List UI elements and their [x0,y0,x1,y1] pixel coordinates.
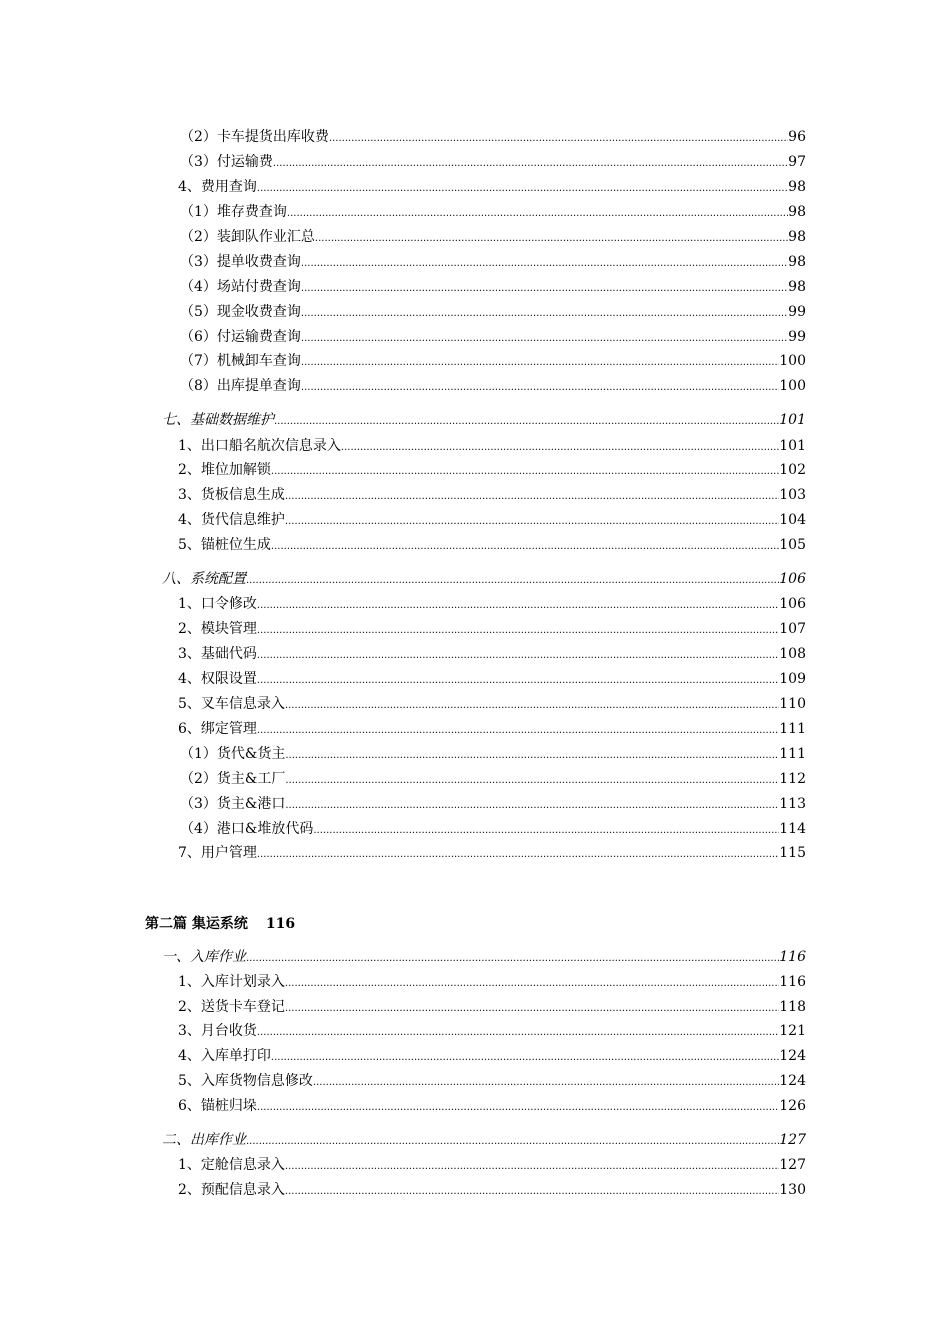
toc-entry[interactable] [178,595,806,615]
toc-entry-page: 121 [779,1023,806,1039]
toc-leader-dots [246,1131,779,1151]
toc-leader-dots [285,1181,779,1201]
toc-entry[interactable] [180,203,806,223]
toc-entry-page: 112 [779,771,806,787]
toc-entry-page: 107 [779,621,806,637]
toc-leader-dots [246,948,779,968]
toc-entry-title: （3）货主&港口 [180,796,286,812]
toc-entry-page: 99 [788,304,806,320]
toc-leader-dots [274,411,779,431]
toc-entry[interactable] [178,536,806,556]
toc-entry-title: 3、基础代码 [178,646,257,662]
toc-leader-dots [271,1047,779,1067]
toc-section-title: 八、系统配置 [162,571,246,587]
toc-section-heading[interactable] [162,948,806,968]
toc-entry[interactable] [178,973,806,993]
toc-entry-title: （3）提单收费查询 [180,254,301,270]
toc-entry[interactable] [178,178,806,198]
toc-leader-dots [313,820,779,840]
toc-entry-title: （1）堆存费查询 [180,204,287,220]
toc-entry-page: 105 [779,537,806,553]
toc-entry-page: 116 [779,974,806,990]
toc-leader-dots [287,203,788,223]
toc-leader-dots [329,128,788,148]
toc-entry-title: 4、权限设置 [178,671,257,687]
toc-entry-page: 111 [779,721,806,737]
toc-entry-title: （1）货代&货主 [180,746,286,762]
toc-leader-dots [257,645,779,665]
toc-entry[interactable] [178,720,806,740]
toc-entry-title: 6、绑定管理 [178,721,257,737]
toc-entry[interactable] [180,745,806,765]
toc-entry-page: 110 [779,696,806,712]
toc-leader-dots [285,511,779,531]
toc-entry-title: 2、堆位加解锁 [178,462,271,478]
toc-entry-title: 4、货代信息维护 [178,512,285,528]
toc-entry[interactable] [178,1156,806,1176]
toc-entry-page: 106 [779,596,806,612]
toc-entry-page: 101 [779,438,806,454]
toc-entry-page: 118 [779,999,806,1015]
toc-section-title: 七、基础数据维护 [162,412,274,428]
toc-entry[interactable] [180,795,806,815]
toc-leader-dots [257,595,779,615]
toc-leader-dots [285,745,779,765]
toc-entry-page: 98 [788,179,806,195]
toc-entry-title: 7、用户管理 [178,845,257,861]
toc-entry-title: 2、模块管理 [178,621,257,637]
toc-entry[interactable] [178,1097,806,1117]
toc-entry-title: （2）货主&工厂 [180,771,286,787]
toc-leader-dots [341,437,779,457]
toc-entry-title: 3、货板信息生成 [178,487,285,503]
toc-entry-page: 130 [779,1182,806,1198]
toc-entry-page: 97 [788,154,806,170]
toc-entry-title: 1、出口船名航次信息录入 [178,438,341,454]
toc-part-page: 116 [265,916,296,932]
toc-entry-page: 104 [779,512,806,528]
toc-leader-dots [285,973,779,993]
toc-leader-dots [257,178,788,198]
toc-part-title: 第二篇 集运系统 [145,916,248,932]
toc-entry-page: 127 [779,1157,806,1173]
toc-leader-dots [257,1097,779,1117]
toc-entry[interactable] [178,1072,806,1092]
toc-entry[interactable] [180,278,806,298]
toc-entry[interactable] [178,695,806,715]
toc-entry[interactable] [178,645,806,665]
toc-entry-page: 96 [788,129,806,145]
toc-entry-page: 99 [788,329,806,345]
toc-entry-title: （4）场站付费查询 [180,279,301,295]
toc-leader-dots [271,461,779,481]
toc-leader-dots [301,253,788,273]
toc-entry-page: 108 [779,646,806,662]
toc-leader-dots [285,486,779,506]
toc-entry-title: （4）港口&堆放代码 [180,821,314,837]
toc-leader-dots [285,1156,779,1176]
toc-entry-page: 100 [779,353,806,369]
toc-entry[interactable] [178,670,806,690]
toc-entry-title: （6）付运输费查询 [180,329,301,345]
toc-leader-dots [315,228,788,248]
toc-entry[interactable] [178,511,806,531]
toc-entry-title: （2）装卸队作业汇总 [180,229,315,245]
toc-entry-title: 5、入库货物信息修改 [178,1073,313,1089]
toc-leader-dots [301,352,779,372]
toc-entry-page: 126 [779,1098,806,1114]
toc-entry-title: 4、入库单打印 [178,1048,271,1064]
toc-entry-title: 5、锚桩位生成 [178,537,271,553]
toc-leader-dots [285,770,779,790]
toc-entry-page: 98 [788,279,806,295]
toc-entry-page: 113 [779,796,806,812]
toc-entry[interactable] [178,998,806,1018]
toc-leader-dots [257,670,779,690]
toc-entry[interactable] [178,437,806,457]
toc-leader-dots [285,998,779,1018]
toc-entry[interactable] [178,844,806,864]
toc-entry[interactable] [180,328,806,348]
toc-entry-page: 114 [779,821,806,837]
toc-section-heading[interactable] [162,1131,806,1151]
toc-entry-page: 98 [788,254,806,270]
toc-section-page: 127 [779,1132,806,1148]
toc-leader-dots [285,795,779,815]
toc-leader-dots [313,1072,779,1092]
toc-entry-title: 5、叉车信息录入 [178,696,285,712]
toc-entry[interactable] [178,486,806,506]
toc-entry[interactable] [180,303,806,323]
toc-entry-title: 1、入库计划录入 [178,974,285,990]
toc-leader-dots [285,695,779,715]
toc-entry-page: 115 [779,845,806,861]
toc-entry-page: 102 [779,462,806,478]
toc-entry[interactable] [178,1022,806,1042]
toc-entry-title: 1、定舱信息录入 [178,1157,285,1173]
toc-leader-dots [301,377,779,397]
toc-section-title: 一、入库作业 [162,949,246,965]
toc-leader-dots [257,844,779,864]
toc-entry[interactable] [180,377,806,397]
toc-leader-dots [301,303,788,323]
toc-leader-dots [301,278,788,298]
toc-entry-title: 2、预配信息录入 [178,1182,285,1198]
toc-section-page: 106 [779,571,806,587]
toc-entry-page: 98 [788,229,806,245]
toc-section-page: 116 [779,949,806,965]
toc-entry-title: （3）付运输费 [180,154,273,170]
toc-entry[interactable] [180,253,806,273]
toc-leader-dots [271,536,779,556]
toc-part-heading[interactable] [145,913,295,933]
toc-entry-page: 100 [779,378,806,394]
toc-entry[interactable] [178,1047,806,1067]
toc-entry-page: 124 [779,1073,806,1089]
toc-entry[interactable] [178,461,806,481]
toc-entry-page: 98 [788,204,806,220]
toc-entry[interactable] [180,228,806,248]
toc-entry-title: （8）出库提单查询 [180,378,301,394]
toc-entry-page: 103 [779,487,806,503]
toc-section-page: 101 [779,412,806,428]
toc-entry-title: 2、送货卡车登记 [178,999,285,1015]
toc-entry-title: （7）机械卸车查询 [180,353,301,369]
toc-entry[interactable] [180,128,806,148]
toc-entry-title: 4、费用查询 [178,179,257,195]
toc-leader-dots [257,1022,779,1042]
toc-entry[interactable] [180,820,806,840]
toc-entry-page: 124 [779,1048,806,1064]
toc-section-heading[interactable] [162,411,806,431]
toc-entry-title: 6、锚桩归垛 [178,1098,257,1114]
toc-entry[interactable] [180,352,806,372]
toc-entry-page: 111 [779,746,806,762]
toc-entry[interactable] [178,1181,806,1201]
toc-entry-title: （5）现金收费查询 [180,304,301,320]
toc-section-heading[interactable] [162,570,806,590]
toc-leader-dots [246,570,779,590]
toc-leader-dots [257,620,779,640]
toc-entry-title: 1、口令修改 [178,596,257,612]
toc-entry[interactable] [180,770,806,790]
toc-entry-page: 109 [779,671,806,687]
toc-section-title: 二、出库作业 [162,1132,246,1148]
toc-entry[interactable] [178,620,806,640]
toc-leader-dots [301,328,788,348]
toc-leader-dots [273,153,788,173]
toc-entry[interactable] [180,153,806,173]
toc-leader-dots [257,720,779,740]
toc-entry-title: 3、月台收货 [178,1023,257,1039]
toc-entry-title: （2）卡车提货出库收费 [180,129,329,145]
